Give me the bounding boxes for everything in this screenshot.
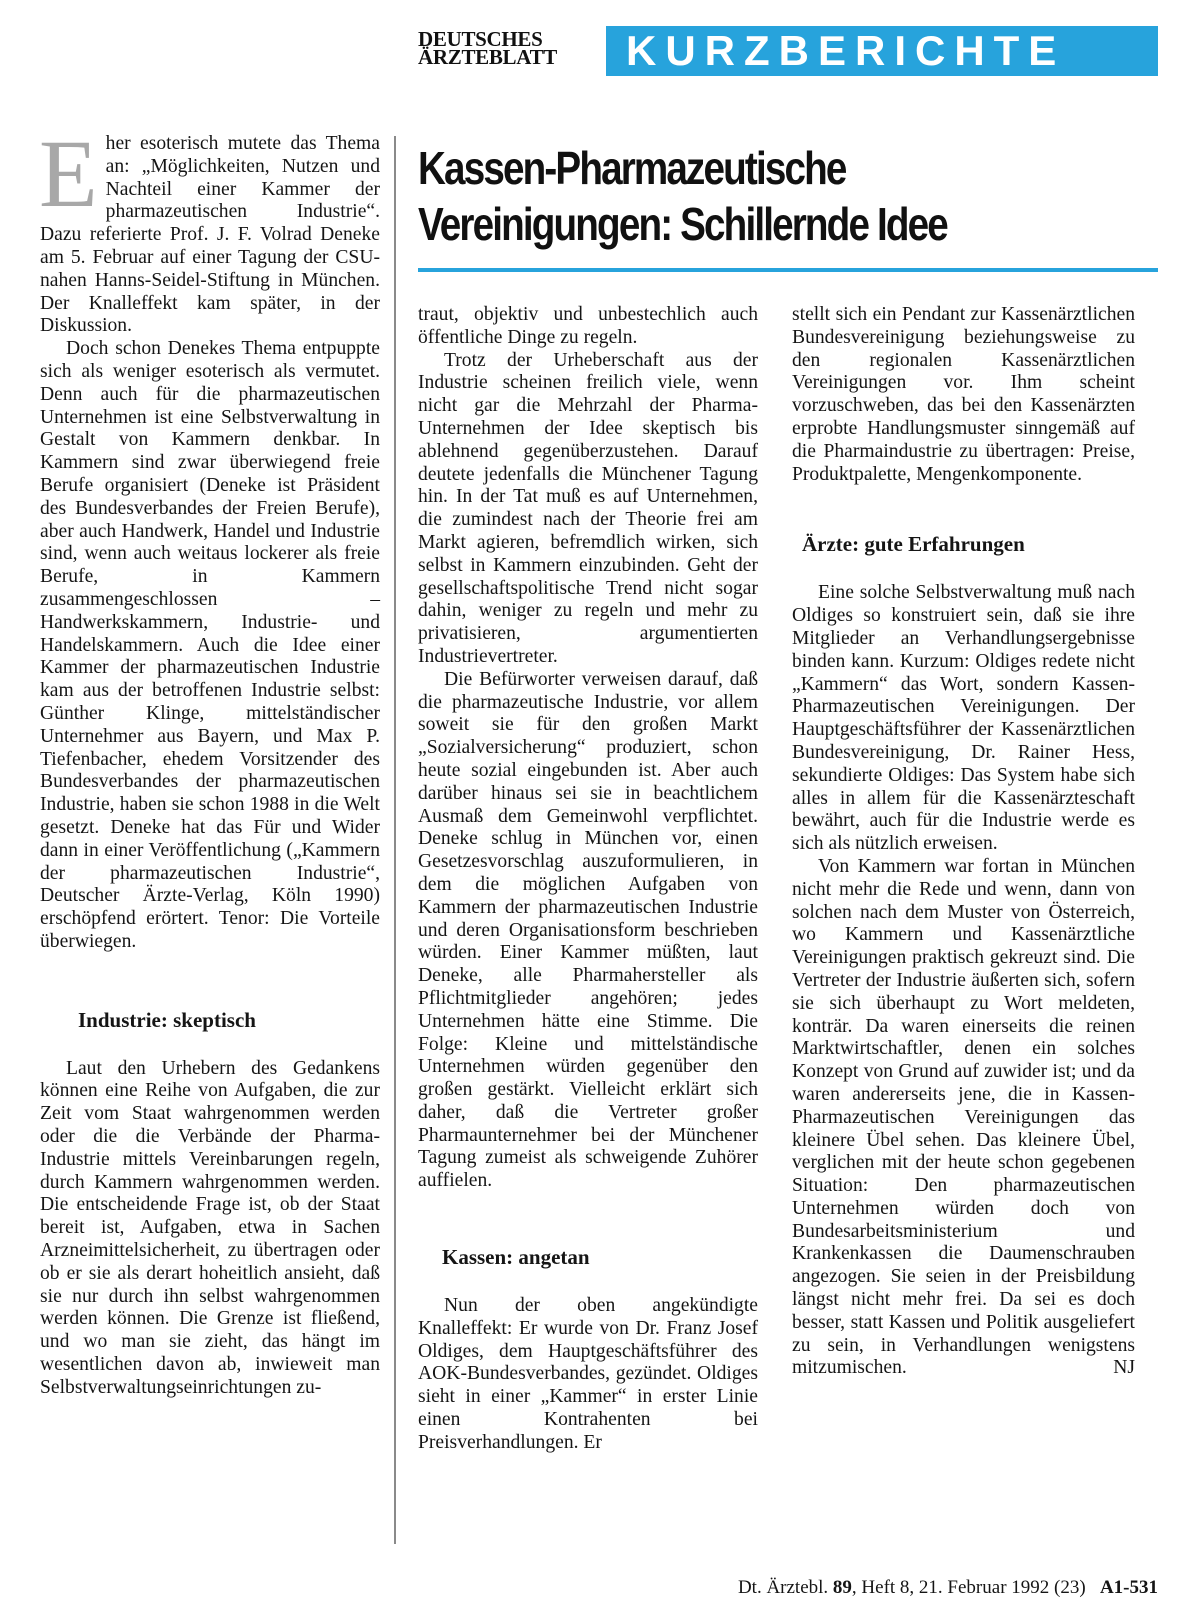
paragraph-text: Von Kammern war fortan in München nicht mehr die Rede und wenn, dann von solchen nach dem Muster von Österreich, wo Kammern und Kassenärztliche Vereinigungen praktisch gekreuzt sind. Die Vertreter der Industrie äußerten sich, sofern sie sich überhaupt zu Wort meldeten, konträr. Da waren einerseits die reinen Marktwirtschaftler, denen ein solches Konzept von Grund auf zuwider ist; und da waren andererseits jene, die in Kassen-Pharmazeutischen Vereinigungen das kleinere Übel sehen. Das kleinere Übel, verglichen mit der heute schon gegebenen Situation: Den pharmazeutischen Unternehmen würden doch von Bundesarbeitsministerium und Krankenkassen die Daumenschrauben angezogen. Sie seien in der Preisbildung längst nicht mehr frei. Da sei es doch besser, statt Kassen und Politik ausgeliefert zu sein, in Verhandlungen wenigstens mitzumischen.: [792, 855, 1135, 1379]
subheading: Ärzte: gute Erfahrungen: [802, 532, 1025, 557]
headline-line-2: Vereinigungen: Schillernde Idee: [418, 198, 947, 250]
paragraph: Die Befürworter verweisen darauf, daß die pharmazeutische Industrie, vor allem soweit sie für den großen Markt „Sozialversicherung“ produziert, schon heute sozial eingebunden ist. Aber auch darüber hinaus sei sie in beachtlichem Ausmaß dem Gemeinwohl verpflichtet. Deneke schlug in München vor, einen Gesetzesvorschlag auszuformulieren, in dem die möglichen Aufgaben von Kammern der pharmazeutischen Industrie und deren Organisationsform beschrieben würden. Einer Kammer müßten, laut Deneke, alle Pharmahersteller als Pflichtmitglieder angehören; jedes Unternehmen hätte eine Stimme. Die Folge: Kleine und mittelständische Unternehmen würden gegenüber den großen gestärkt. Vielleicht erklärt sich daher, daß die Vertreter großer Pharmaunternehmer bei der Münchener Tagung zumeist als schweigende Zuhörer auffielen.: [418, 668, 758, 1192]
text-column-2: [418, 304, 758, 1455]
footer-journal: Dt. Ärztebl.: [737, 1577, 829, 1598]
author-signature: NJ: [1113, 1357, 1135, 1379]
journal-logo-line-1: DEUTSCHES: [418, 27, 543, 51]
text-column-1: [39, 120, 380, 1400]
paragraph: traut, objektiv und unbestechlich auch öffentliche Dinge zu regeln.: [418, 304, 758, 348]
paragraph: Doch schon Denekes Thema entpuppte sich als weniger esoterisch als vermutet. Denn auch für die pharmazeutischen Unternehmen ist eine Selbstverwaltung in Gestalt von Kammern denkbar. In Kammern sind zwar überwiegend freie Berufe organisiert (Deneke ist Präsident des Bundesverbandes der Freien Berufe), aber auch Handwerk, Handel und Industrie sind, wenn auch weitaus lockerer als freie Berufe, in Kammern zusammengeschlossen – Handwerkskammern, Industrie- und Handelskammern. Auch die Idee einer Kammer der pharmazeutischen Industrie kam aus der betroffenen Industrie selbst: Günther Klinge, mittelständischer Unternehmer aus Bayern, und Max P. Tiefenbacher, ehedem Vorsitzender des Bundesverbandes der pharmazeutischen Industrie, haben sie schon 1988 in die Welt gesetzt. Deneke hat das Für und Wider dann in einer Veröffentlichung („Kammern der pharmazeutischen Industrie“, Deutscher Ärzte-Verlag, Köln 1990) erschöpfend erörtert. Tenor: Die Vorteile überwiegen.: [40, 338, 380, 952]
paragraph: Nun der oben angekündigte Knalleffekt: Er wurde von Dr. Franz Josef Oldiges, dem Hauptgeschäftsführer des AOK-Bundesverbandes, gezündet. Oldiges sieht in einer „Kammer“ in erster Linie einen Kontrahenten bei Preisverhandlungen. Er: [418, 1295, 758, 1453]
masthead: [418, 26, 1158, 80]
footer-page-number: A1-531: [1099, 1577, 1158, 1598]
paragraph: her esoterisch mutete das Thema an: „Möglichkeiten, Nutzen und Nachteil einer Kammer der pharmazeutischen Industrie“. Dazu referierte Prof. J. F. Volrad Deneke am 5. Februar auf einer Tagung der CSU-nahen Hanns-Seidel-Stiftung in München. Der Knalleffekt kam später, in der Diskussion.: [40, 133, 380, 337]
text-column-3: [792, 304, 1135, 1380]
drop-cap: E: [39, 120, 98, 227]
journal-logo: [418, 27, 557, 69]
footer-volume: 89: [832, 1577, 852, 1598]
article-headline: [418, 140, 1040, 252]
headline-rule: [418, 268, 1158, 272]
paragraph: [792, 856, 1135, 1380]
paragraph: Eine solche Selbstverwaltung muß nach Oldiges so konstruiert sein, daß sie ihre Mitglieder an Verhandlungsergebnisse binden kann. Kurzum: Oldiges redete nicht „Kammern“ das Wort, sondern Kassen-Pharmazeutischen Vereinigungen. Der Hauptgeschäftsführer der Kassenärztlichen Bundesvereinigung, Dr. Rainer Hess, sekundierte Oldiges: Das System habe sich alles in allem für die Kassenärzteschaft bewährt, auch für die Industrie werde es sich als nützlich erweisen.: [792, 582, 1135, 855]
page-footer: [0, 1576, 1158, 1600]
paragraph: Trotz der Urheberschaft aus der Industrie scheinen freilich viele, wenn nicht gar die Mehrzahl der Pharma-Unternehmen der Idee skeptisch bis ablehnend gegenüberzustehen. Darauf deutete jedenfalls die Münchener Tagung hin. In der Tat muß es auf Unternehmen, die zumindest nach der Theorie frei am Markt agieren, befremdlich wirken, sich selbst in Kammern einzubinden. Geht der gesellschaftspolitische Trend nicht sogar dahin, weniger zu regeln und mehr zu privatisieren, argumentierten Industrievertreter.: [418, 349, 758, 667]
column-divider: [394, 136, 396, 1544]
section-banner: KURZBERICHTE: [606, 26, 1158, 76]
paragraph: Laut den Urhebern des Gedankens können eine Reihe von Aufgaben, die zur Zeit vom Staat wahrgenommen werden oder die die Verbände der Pharma-Industrie mittels Vereinbarungen regeln, durch Kammern wahrgenommen werden. Die entscheidende Frage ist, ob der Staat bereit ist, Aufgaben, etwa in Sachen Arzneimittelsicherheit, zu übertragen oder ob er sie als derart hoheitlich ansieht, daß sie nur durch ihn selbst wahrgenommen werden können. Die Grenze ist fließend, und wo man sie zieht, das hängt im wesentlichen davon ab, inwieweit man Selbstverwaltungseinrichtungen zu-: [40, 1057, 380, 1398]
headline-line-1: Kassen-Pharmazeutische: [418, 142, 846, 194]
journal-logo-line-2: ÄRZTEBLATT: [418, 45, 557, 69]
paragraph: stellt sich ein Pendant zur Kassenärztlichen Bundesvereinigung beziehungsweise zu den regionalen Kassenärztlichen Vereinigungen vor. Ihm scheint vorzuschweben, das bei den Kassenärzten erprobte Handlungsmuster sinngemäß auf die Pharmaindustrie zu übertragen: Preise, Produktpalette, Mengenkomponente.: [792, 304, 1135, 485]
subheading: Industrie: skeptisch: [78, 1007, 256, 1032]
footer-issue: , Heft 8, 21. Februar 1992 (23): [851, 1577, 1086, 1598]
subheading: Kassen: angetan: [442, 1245, 590, 1270]
